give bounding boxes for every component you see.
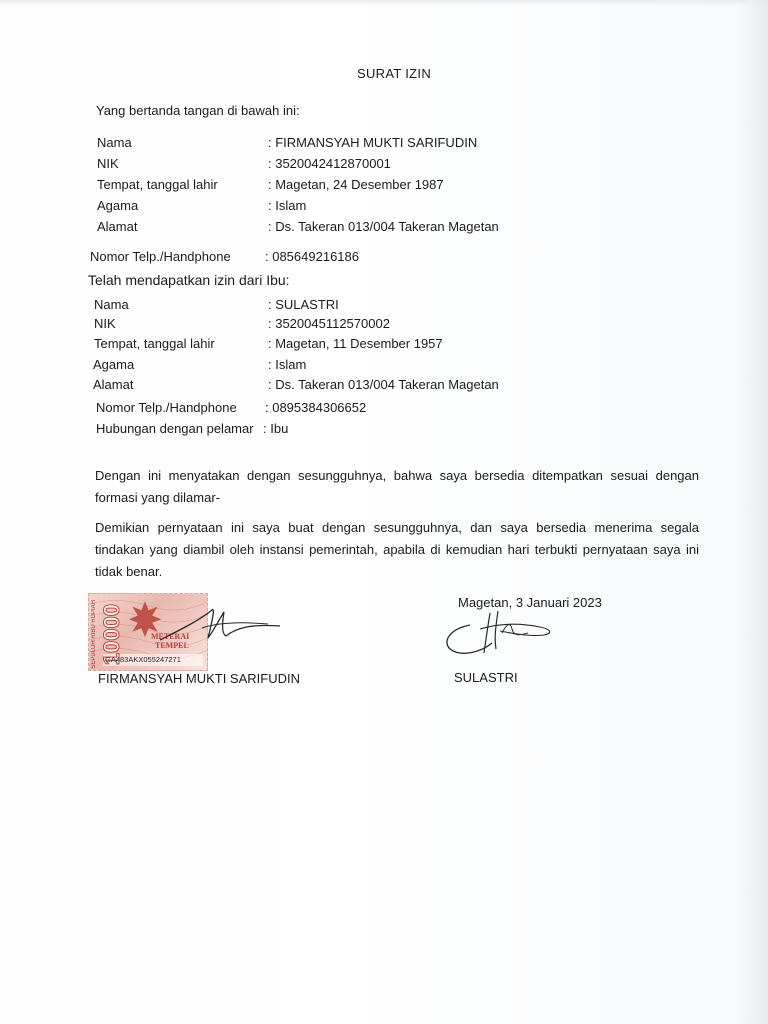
applicant-religion-label: Agama <box>97 198 139 213</box>
parent-name-value: : SULASTRI <box>268 297 339 312</box>
applicant-phone-value: : 085649216186 <box>265 249 359 264</box>
applicant-birth-value: : Magetan, 24 Desember 1987 <box>268 177 444 192</box>
signer-right-name: SULASTRI <box>454 670 518 685</box>
parent-relation-label: Hubungan dengan pelamar <box>96 421 254 436</box>
applicant-nik-value: : 3520042412870001 <box>268 156 391 171</box>
meterai-label-top: METERAI <box>151 632 190 641</box>
signature-left <box>150 600 290 650</box>
intro-text: Yang bertanda tangan di bawah ini: <box>96 103 300 118</box>
parent-phone-value: : 0895384306652 <box>265 400 367 415</box>
statement-paragraph-1: Dengan ini menyatakan dengan sesungguhnya, bahwa saya bersedia ditempatkan sesuai dengan formasi yang dilamar- <box>95 468 699 505</box>
meterai-side-text: SEPULUH RIBU RUPIAH <box>91 600 97 669</box>
page-shadow-top <box>0 0 768 6</box>
page-shadow-right <box>740 0 768 1024</box>
applicant-name-value: : FIRMANSYAH MUKTI SARIFUDIN <box>268 135 478 150</box>
document-title: SURAT IZIN <box>357 66 432 81</box>
applicant-religion-value: : Islam <box>268 198 307 213</box>
meterai-value: 10000 <box>99 604 124 666</box>
signer-left-name: FIRMANSYAH MUKTI SARIFUDIN <box>98 671 300 686</box>
parent-phone-label: Nomor Telp./Handphone <box>96 400 237 415</box>
applicant-address-label: Alamat <box>97 219 138 234</box>
applicant-birth-label: Tempat, tanggal lahir <box>97 177 218 192</box>
applicant-address-value: : Ds. Takeran 013/004 Takeran Magetan <box>268 219 499 234</box>
parent-name-label: Nama <box>94 297 129 312</box>
meterai-serial: GA483AKX055247271 <box>105 655 181 664</box>
parent-religion-label: Agama <box>93 357 135 372</box>
parent-nik-label: NIK <box>94 316 116 331</box>
parent-relation-value: : Ibu <box>263 421 289 436</box>
permission-heading: Telah mendapatkan izin dari Ibu: <box>88 272 290 288</box>
signature-right <box>440 605 570 665</box>
applicant-phone-label: Nomor Telp./Handphone <box>90 249 231 264</box>
parent-address-label: Alamat <box>93 377 134 392</box>
applicant-name-label: Nama <box>97 135 132 150</box>
parent-nik-value: : 3520045112570002 <box>268 316 390 331</box>
parent-birth-value: : Magetan, 11 Desember 1957 <box>268 336 443 351</box>
meterai-label-bottom: TEMPEL <box>155 641 189 650</box>
parent-address-value: : Ds. Takeran 013/004 Takeran Magetan <box>268 377 499 392</box>
parent-birth-label: Tempat, tanggal lahir <box>94 336 215 351</box>
statement-paragraph-2: Demikian pernyataan ini saya buat dengan sesungguhnya, dan saya bersedia menerima segala tindakan yang diambil oleh instansi pemerintah, apabila di kemudian hari terbukti pernyataan saya ini tidak benar. <box>95 520 699 579</box>
parent-religion-value: : Islam <box>268 357 307 372</box>
place-date: Magetan, 3 Januari 2023 <box>458 595 602 610</box>
applicant-nik-label: NIK <box>97 156 119 171</box>
